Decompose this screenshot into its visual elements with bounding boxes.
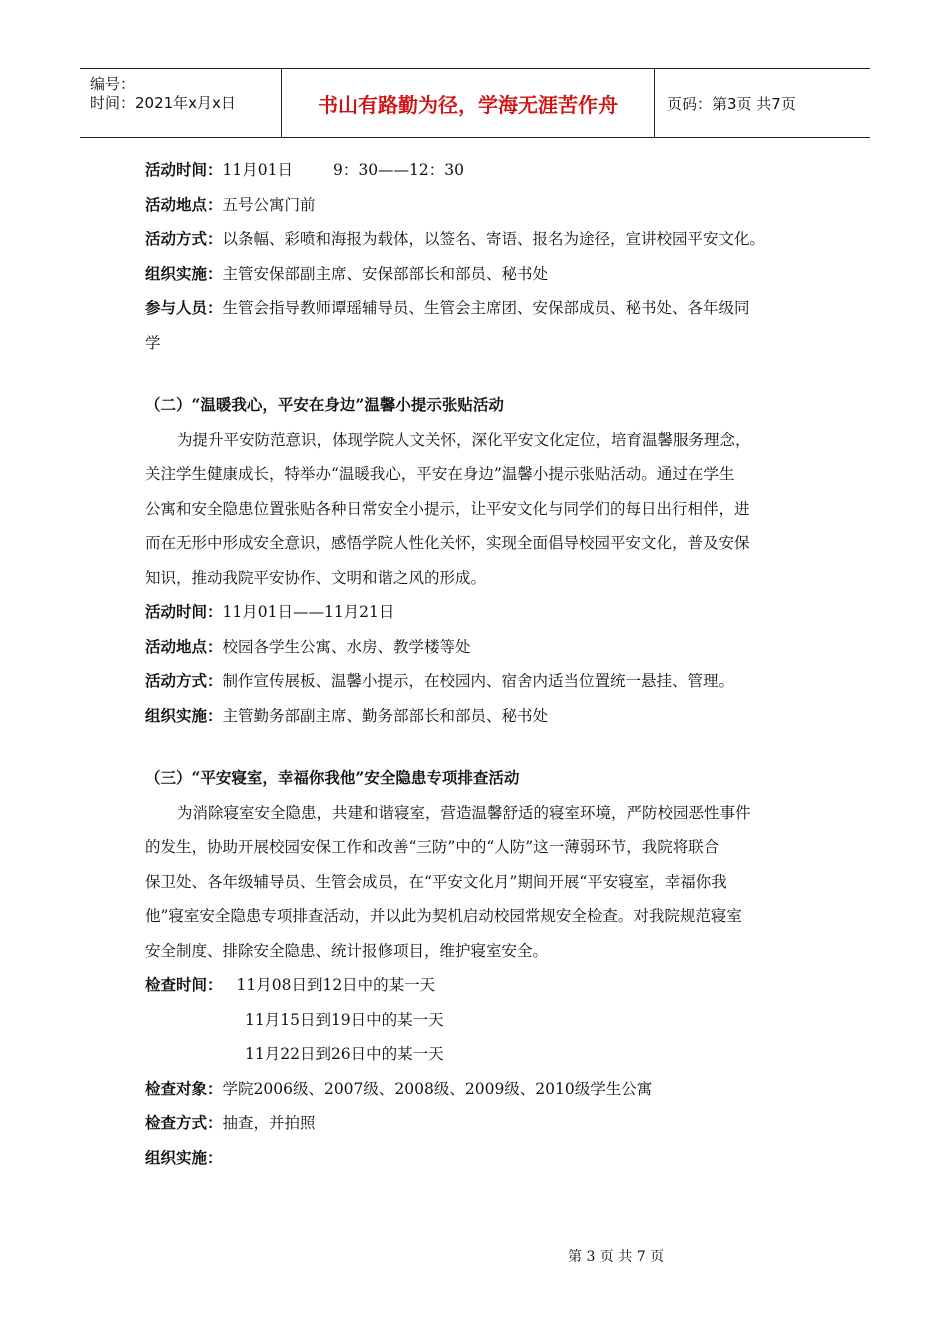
check-target-value: 学院2006级、2007级、2008级、2009级、2010级学生公寓 [222,1079,653,1098]
section-2-place-row [145,630,810,665]
section-3-paragraph-line: 的发生，协助开展校园安保工作和改善“三防”中的“人防”这一薄弱环节，我院将联合 [145,838,720,856]
activity-time-range: 9：30——12：30 [332,161,464,179]
activity-org-value: 主管安保部副主席、安保部部长和部员、秘书处 [222,264,549,283]
check-org-label: 组织实施： [145,1147,223,1167]
section-2-org-row [145,699,810,734]
activity-org-label: 组织实施： [145,263,223,283]
section-2-paragraph-line: 公寓和安全隐患位置张贴各种日常安全小提示，让平安文化与同学们的每日出行相伴，进 [145,499,750,518]
check-method-value: 抽查，并拍照 [222,1114,316,1132]
section-2-place-value: 校园各学生公寓、水房、教学楼等处 [222,637,471,656]
header-left-cell [80,69,282,137]
section-2-mode-row [145,664,810,699]
section-3-paragraph-line: 为消除寝室安全隐患，共建和谐寝室，营造温馨舒适的寝室环境，严防校园恶性事件 [177,803,751,822]
activity-participants-row [145,291,810,326]
activity-participants-label: 参与人员： [145,298,223,317]
section-2-mode-label: 活动方式： [145,671,223,690]
activity-participants-value: 生管会指导教师谭瑶辅导员、生管会主席团、安保部成员、秘书处、各年级同 [222,299,750,317]
section-2-heading: （二）“温暖我心，平安在身边”温馨小提示张贴活动 [145,395,504,414]
section-2-time-row [145,595,810,630]
activity-time-row [145,153,810,188]
activity-time-value: 11月01日 [222,161,293,179]
activity-org-row [145,257,810,292]
header-page-code: 页码：第3页 共7页 [667,94,796,113]
activity-place-value: 五号公寓门前 [222,195,316,214]
check-time-value: 11月15日到19日中的某一天 [245,1010,444,1029]
check-time-row [145,968,810,1003]
section-2-place-label: 活动地点： [145,636,223,656]
activity-mode-value: 以条幅、彩喷和海报为载体，以签名、寄语、报名为途径，宣讲校园平安文化。 [222,230,766,248]
check-target-row [145,1072,810,1107]
check-method-row [145,1106,810,1141]
check-method-label: 检查方式： [145,1113,223,1132]
section-2-time-label: 活动时间： [145,602,223,621]
footer-page-number: 第 3 页 共 7 页 [568,1249,665,1265]
activity-mode-row [145,222,810,257]
section-2-mode-value: 制作宣传展板、温馨小提示，在校园内、宿舍内适当位置统一悬挂、管理。 [222,672,735,690]
activity-place-row [145,188,810,223]
section-2-org-value: 主管勤务部副主席、勤务部部长和部员、秘书处 [222,706,549,725]
section-2-paragraph-line: 为提升平安防范意识，体现学院人文关怀，深化平安文化定位，培育温馨服务理念， [177,430,751,449]
section-3-paragraph-line: 他”寝室安全隐患专项排查活动，并以此为契机启动校园常规安全检查。对我院规范寝室 [145,907,742,925]
header-motto-cell [282,69,655,137]
section-2-paragraph-line: 关注学生健康成长，特举办“温暖我心，平安在身边”温馨小提示张贴活动。通过在学生 [145,465,735,483]
activity-mode-label: 活动方式： [145,229,223,248]
section-2-paragraph-line: 而在无形中形成安全意识，感悟学院人性化关怀，实现全面倡导校园平安文化，普及安保 [145,534,750,552]
section-3-paragraph-line: 安全制度、排除安全隐患、统计报修项目，维护寝室安全。 [145,941,549,960]
header-right-cell [655,69,870,137]
document-header [80,68,870,138]
section-3-heading: （三）“平安寝室，幸福你我他”安全隐患专项排查活动 [145,768,520,787]
section-3-paragraph-line: 保卫处、各年级辅导员、生管会成员，在“平安文化月”期间开展“平安寝室，幸福你我 [145,872,727,891]
document-number-label: 编号： [90,75,136,93]
check-time-value: 11月22日到26日中的某一天 [245,1045,444,1063]
check-org-row [145,1141,810,1176]
document-body [145,153,810,1175]
activity-participants-continued: 学 [145,333,161,352]
check-time-label: 检查时间： [145,975,223,994]
activity-time-label: 活动时间： [145,160,223,179]
header-motto: 书山有路勤为径，学海无涯苦作舟 [318,92,618,117]
section-2-time-value: 11月01日——11月21日 [222,603,395,621]
document-time-label: 时间：2021年x月x日 [90,94,236,112]
activity-place-label: 活动地点： [145,194,223,214]
section-2-org-label: 组织实施： [145,705,223,725]
check-time-value: 11月08日到12日中的某一天 [236,976,436,994]
check-target-label: 检查对象： [145,1078,223,1098]
section-2-paragraph-line: 知识，推动我院平安协作、文明和谐之风的形成。 [145,568,487,587]
